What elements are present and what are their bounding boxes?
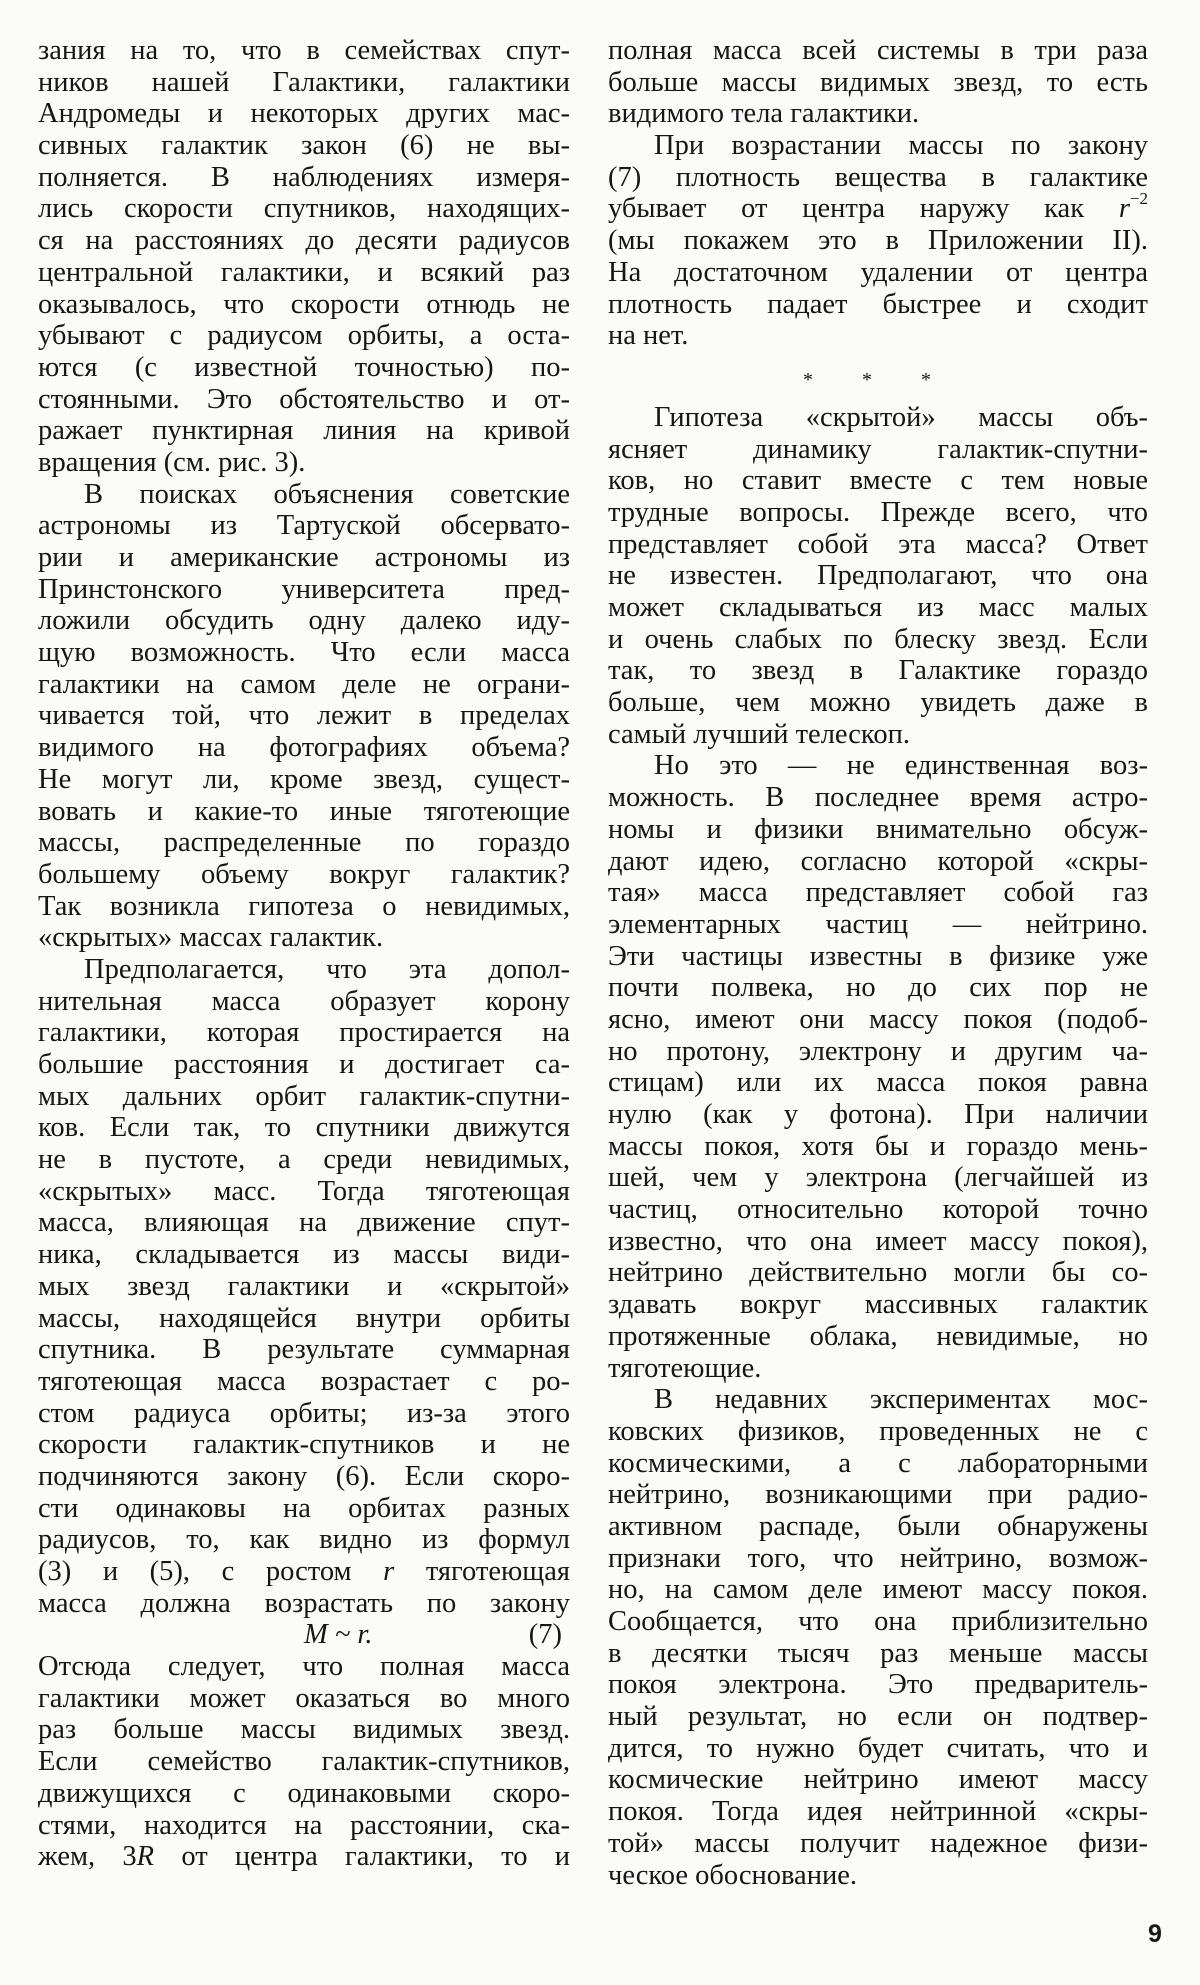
text-line: движущихся с одинаковыми скоро- <box>38 1777 570 1809</box>
text-line <box>38 1556 570 1588</box>
text-line: большие расстояния и достигает са- <box>38 1049 570 1080</box>
text-line: и очень слабых по блеску звезд. Если <box>608 623 1148 655</box>
text-line: признаки того, что нейтрино, возмож- <box>608 1542 1148 1574</box>
text-line: нительная масса образует корону <box>38 985 570 1017</box>
text-line: Сообщается, что она приблизительно <box>608 1606 1148 1637</box>
text-line: галактики может оказаться во много <box>38 1682 570 1714</box>
right-text-column <box>608 35 1148 1891</box>
text-line: частиц, относительно которой точно <box>608 1194 1148 1226</box>
text-line: мых дальних орбит галактик-спутни- <box>38 1080 570 1112</box>
text-line: На достаточном удалении от центра <box>608 256 1148 288</box>
text-line: ческое обоснование. <box>608 1859 857 1891</box>
text-line: стицам) или их масса покоя равна <box>608 1067 1148 1099</box>
text-line: скорости галактик-спутников и не <box>38 1429 570 1461</box>
text-line: ков. Если так, то спутники движутся <box>38 1112 570 1144</box>
text-line: ника, складывается из массы види- <box>38 1239 570 1271</box>
text-line: тая» масса представляет собой газ <box>608 877 1148 909</box>
paragraph-first-line: При возрастании массы по закону <box>654 130 1148 162</box>
page-number: 9 <box>1148 1920 1162 1948</box>
text-line: ясняет динамику галактик-спутни- <box>608 433 1148 465</box>
text-line: ложили обсудить одну далеко иду- <box>38 605 570 637</box>
math-variable: R <box>136 1841 155 1873</box>
text-line: ков, но ставит вместе с тем новые <box>608 465 1148 497</box>
text-segment: (3) и (5), с ростом <box>38 1556 384 1587</box>
paragraph-first-line: Но это — не единственная воз- <box>654 750 1148 782</box>
text-line: галактики, которая простирается на <box>38 1017 570 1049</box>
text-line: Отсюда следует, что полная масса <box>38 1651 570 1683</box>
text-line: космическими, а с лабораторными <box>608 1447 1148 1479</box>
text-line: Эти частицы известны в физике уже <box>608 940 1148 972</box>
equation-number: (7) <box>528 1619 562 1651</box>
text-line: нейтрино, возникающими при радио- <box>608 1479 1148 1511</box>
text-line: представляет собой эта масса? Ответ <box>608 528 1148 560</box>
text-line: дают идею, согласно которой «скры- <box>608 845 1148 877</box>
text-line: сти одинаковы на орбитах разных <box>38 1492 570 1524</box>
text-line: (7) плотность вещества в галактике <box>608 161 1148 193</box>
text-line: галактики на самом деле не ограни- <box>38 668 570 700</box>
text-line: вовать и какие-то иные тяготеющие <box>38 795 570 827</box>
text-line: стом радиуса орбиты; из-за этого <box>38 1397 570 1429</box>
text-line: зания на то, что в семействах спут- <box>38 35 570 66</box>
text-line: активном распаде, были обнаружены <box>608 1510 1148 1542</box>
superscript: −2 <box>1129 189 1148 209</box>
text-line: ковских физиков, проведенных не с <box>608 1415 1148 1447</box>
text-line: оказывалось, что скорости отнюдь не <box>38 288 570 320</box>
text-line: полная масса всей системы в три раза <box>608 35 1148 66</box>
text-line: стоянными. Это обстоятельство и от- <box>38 383 570 415</box>
text-line: спутника. В результате суммарная <box>38 1334 570 1366</box>
text-line: ражает пунктирная линия на кривой <box>38 415 570 447</box>
text-line: космические нейтрино имеют массу <box>608 1764 1148 1796</box>
text-line: не известен. Предполагают, что она <box>608 560 1148 592</box>
paragraph-first-line: Предполагается, что эта допол- <box>84 953 570 985</box>
text-line: здавать вокруг массивных галактик <box>608 1289 1148 1321</box>
text-line: так, то звезд в Галактике гораздо <box>608 655 1148 687</box>
text-line: покоя. Тогда идея нейтринной «скры- <box>608 1796 1148 1828</box>
text-line: сивных галактик закон (6) не вы- <box>38 130 570 162</box>
text-segment: от центра галактики, то и <box>154 1841 570 1873</box>
paragraph-first-line: В поисках объяснения советские <box>84 478 570 510</box>
text-line: больше массы видимых звезд, то есть <box>608 66 1148 98</box>
text-line: ясно, имеют они массу покоя (подоб- <box>608 1003 1148 1035</box>
text-line: раз больше массы видимых звезд. <box>38 1714 570 1746</box>
formula-line <box>38 1619 570 1651</box>
text-line: самый лучший телескоп. <box>608 718 910 750</box>
text-line: полняется. В наблюдениях измеря- <box>38 161 570 193</box>
math-variable: r <box>1118 193 1130 225</box>
section-separator: * * * <box>803 368 953 391</box>
text-line: можность. В последнее время астро- <box>608 782 1148 814</box>
text-line: Принстонского университета пред- <box>38 573 570 605</box>
text-line <box>38 1841 570 1873</box>
text-line: чивается той, что лежит в пределах <box>38 700 570 732</box>
text-line: Андромеды и некоторых других мас- <box>38 98 570 130</box>
text-line: вращения (см. рис. 3). <box>38 446 306 478</box>
text-line: дится, то нужно будет считать, что и <box>608 1732 1148 1764</box>
text-line: почти полвека, но до сих пор не <box>608 972 1148 1004</box>
text-line: подчиняются закону (6). Если скоро- <box>38 1460 570 1492</box>
text-line: протяженные облака, невидимые, но <box>608 1320 1148 1352</box>
text-line: Так возникла гипотеза о невидимых, <box>38 890 570 922</box>
text-line: убывают с радиусом орбиты, а оста- <box>38 320 570 352</box>
text-line: массы, находящейся внутри орбиты <box>38 1302 570 1334</box>
text-line: стями, находится на расстоянии, ска- <box>38 1809 570 1841</box>
text-line: мых звезд галактики и «скрытой» <box>38 1270 570 1302</box>
text-line: массы покоя, хотя бы и гораздо мень- <box>608 1130 1148 1162</box>
left-text-column <box>38 35 570 1873</box>
text-line <box>608 189 1148 225</box>
text-line: Если семейство галактик-спутников, <box>38 1746 570 1778</box>
text-line: рии и американские астрономы из <box>38 542 570 573</box>
text-line: астрономы из Тартуской обсервато- <box>38 510 570 542</box>
text-line: ный результат, но если он подтвер- <box>608 1701 1148 1733</box>
text-line: не в пустоте, а среди невидимых, <box>38 1144 570 1176</box>
text-line: «скрытых» масс. Тогда тяготеющая <box>38 1175 570 1207</box>
text-line: радиусов, то, как видно из формул <box>38 1524 570 1556</box>
text-line: щую возможность. Что если масса <box>38 637 570 669</box>
text-line: большему объему вокруг галактик? <box>38 858 570 890</box>
text-line: на нет. <box>608 320 689 352</box>
text-line: видимого на фотографиях объема? <box>38 732 570 764</box>
text-line: нейтрино действительно могли бы со- <box>608 1257 1148 1289</box>
text-line: той» массы получит надежное физи- <box>608 1827 1148 1859</box>
text-segment: жем, 3 <box>38 1841 137 1873</box>
text-line: масса должна возрастать по закону <box>38 1587 570 1619</box>
text-line: массы, распределенные по гораздо <box>38 827 570 859</box>
text-line: видимого тела галактики. <box>608 98 920 130</box>
text-line: тяготеющая масса возрастает с ро- <box>38 1365 570 1397</box>
paragraph-first-line: В недавних экспериментах мос- <box>654 1384 1148 1416</box>
text-line: нулю (как у фотона). При наличии <box>608 1099 1148 1130</box>
text-line: ются (с известной точностью) по- <box>38 351 570 383</box>
text-segment: убывает от центра наружу как <box>608 193 1119 225</box>
text-line: лись скорости спутников, находящих- <box>38 193 570 225</box>
text-line: плотность падает быстрее и сходит <box>608 288 1148 320</box>
text-line: элементарных частиц — нейтрино. <box>608 908 1148 940</box>
text-line: может складываться из масс малых <box>608 592 1148 623</box>
text-line: но, на самом деле имеют массу покоя. <box>608 1574 1148 1606</box>
text-line: шей, чем у электрона (легчайшей из <box>608 1162 1148 1194</box>
text-line: (мы покажем это в Приложении II). <box>608 225 1148 257</box>
formula-expression: M ~ r. <box>304 1619 373 1651</box>
text-line: номы и физики внимательно обсуж- <box>608 813 1148 845</box>
text-line: тяготеющие. <box>608 1352 762 1384</box>
text-line: известно, что она имеет массу покоя), <box>608 1225 1148 1257</box>
text-line: трудные вопросы. Прежде всего, что <box>608 496 1148 528</box>
text-line: Не могут ли, кроме звезд, сущест- <box>38 763 570 795</box>
text-line: ся на расстояниях до десяти радиусов <box>38 225 570 257</box>
text-line: покоя электрона. Это предваритель- <box>608 1669 1148 1701</box>
math-variable: r <box>383 1556 395 1587</box>
text-line: больше, чем можно увидеть даже в <box>608 687 1148 719</box>
text-line: центральной галактики, и всякий раз <box>38 256 570 288</box>
text-line: но протону, электрону и другим ча- <box>608 1035 1148 1067</box>
text-line: масса, влияющая на движение спут- <box>38 1207 570 1239</box>
text-segment: тяготеющая <box>394 1556 570 1587</box>
text-line: «скрытых» массах галактик. <box>38 922 384 954</box>
text-line: в десятки тысяч раз меньше массы <box>608 1637 1148 1669</box>
text-line: ников нашей Галактики, галактики <box>38 66 570 98</box>
paragraph-first-line: Гипотеза «скрытой» массы объ- <box>654 401 1148 433</box>
